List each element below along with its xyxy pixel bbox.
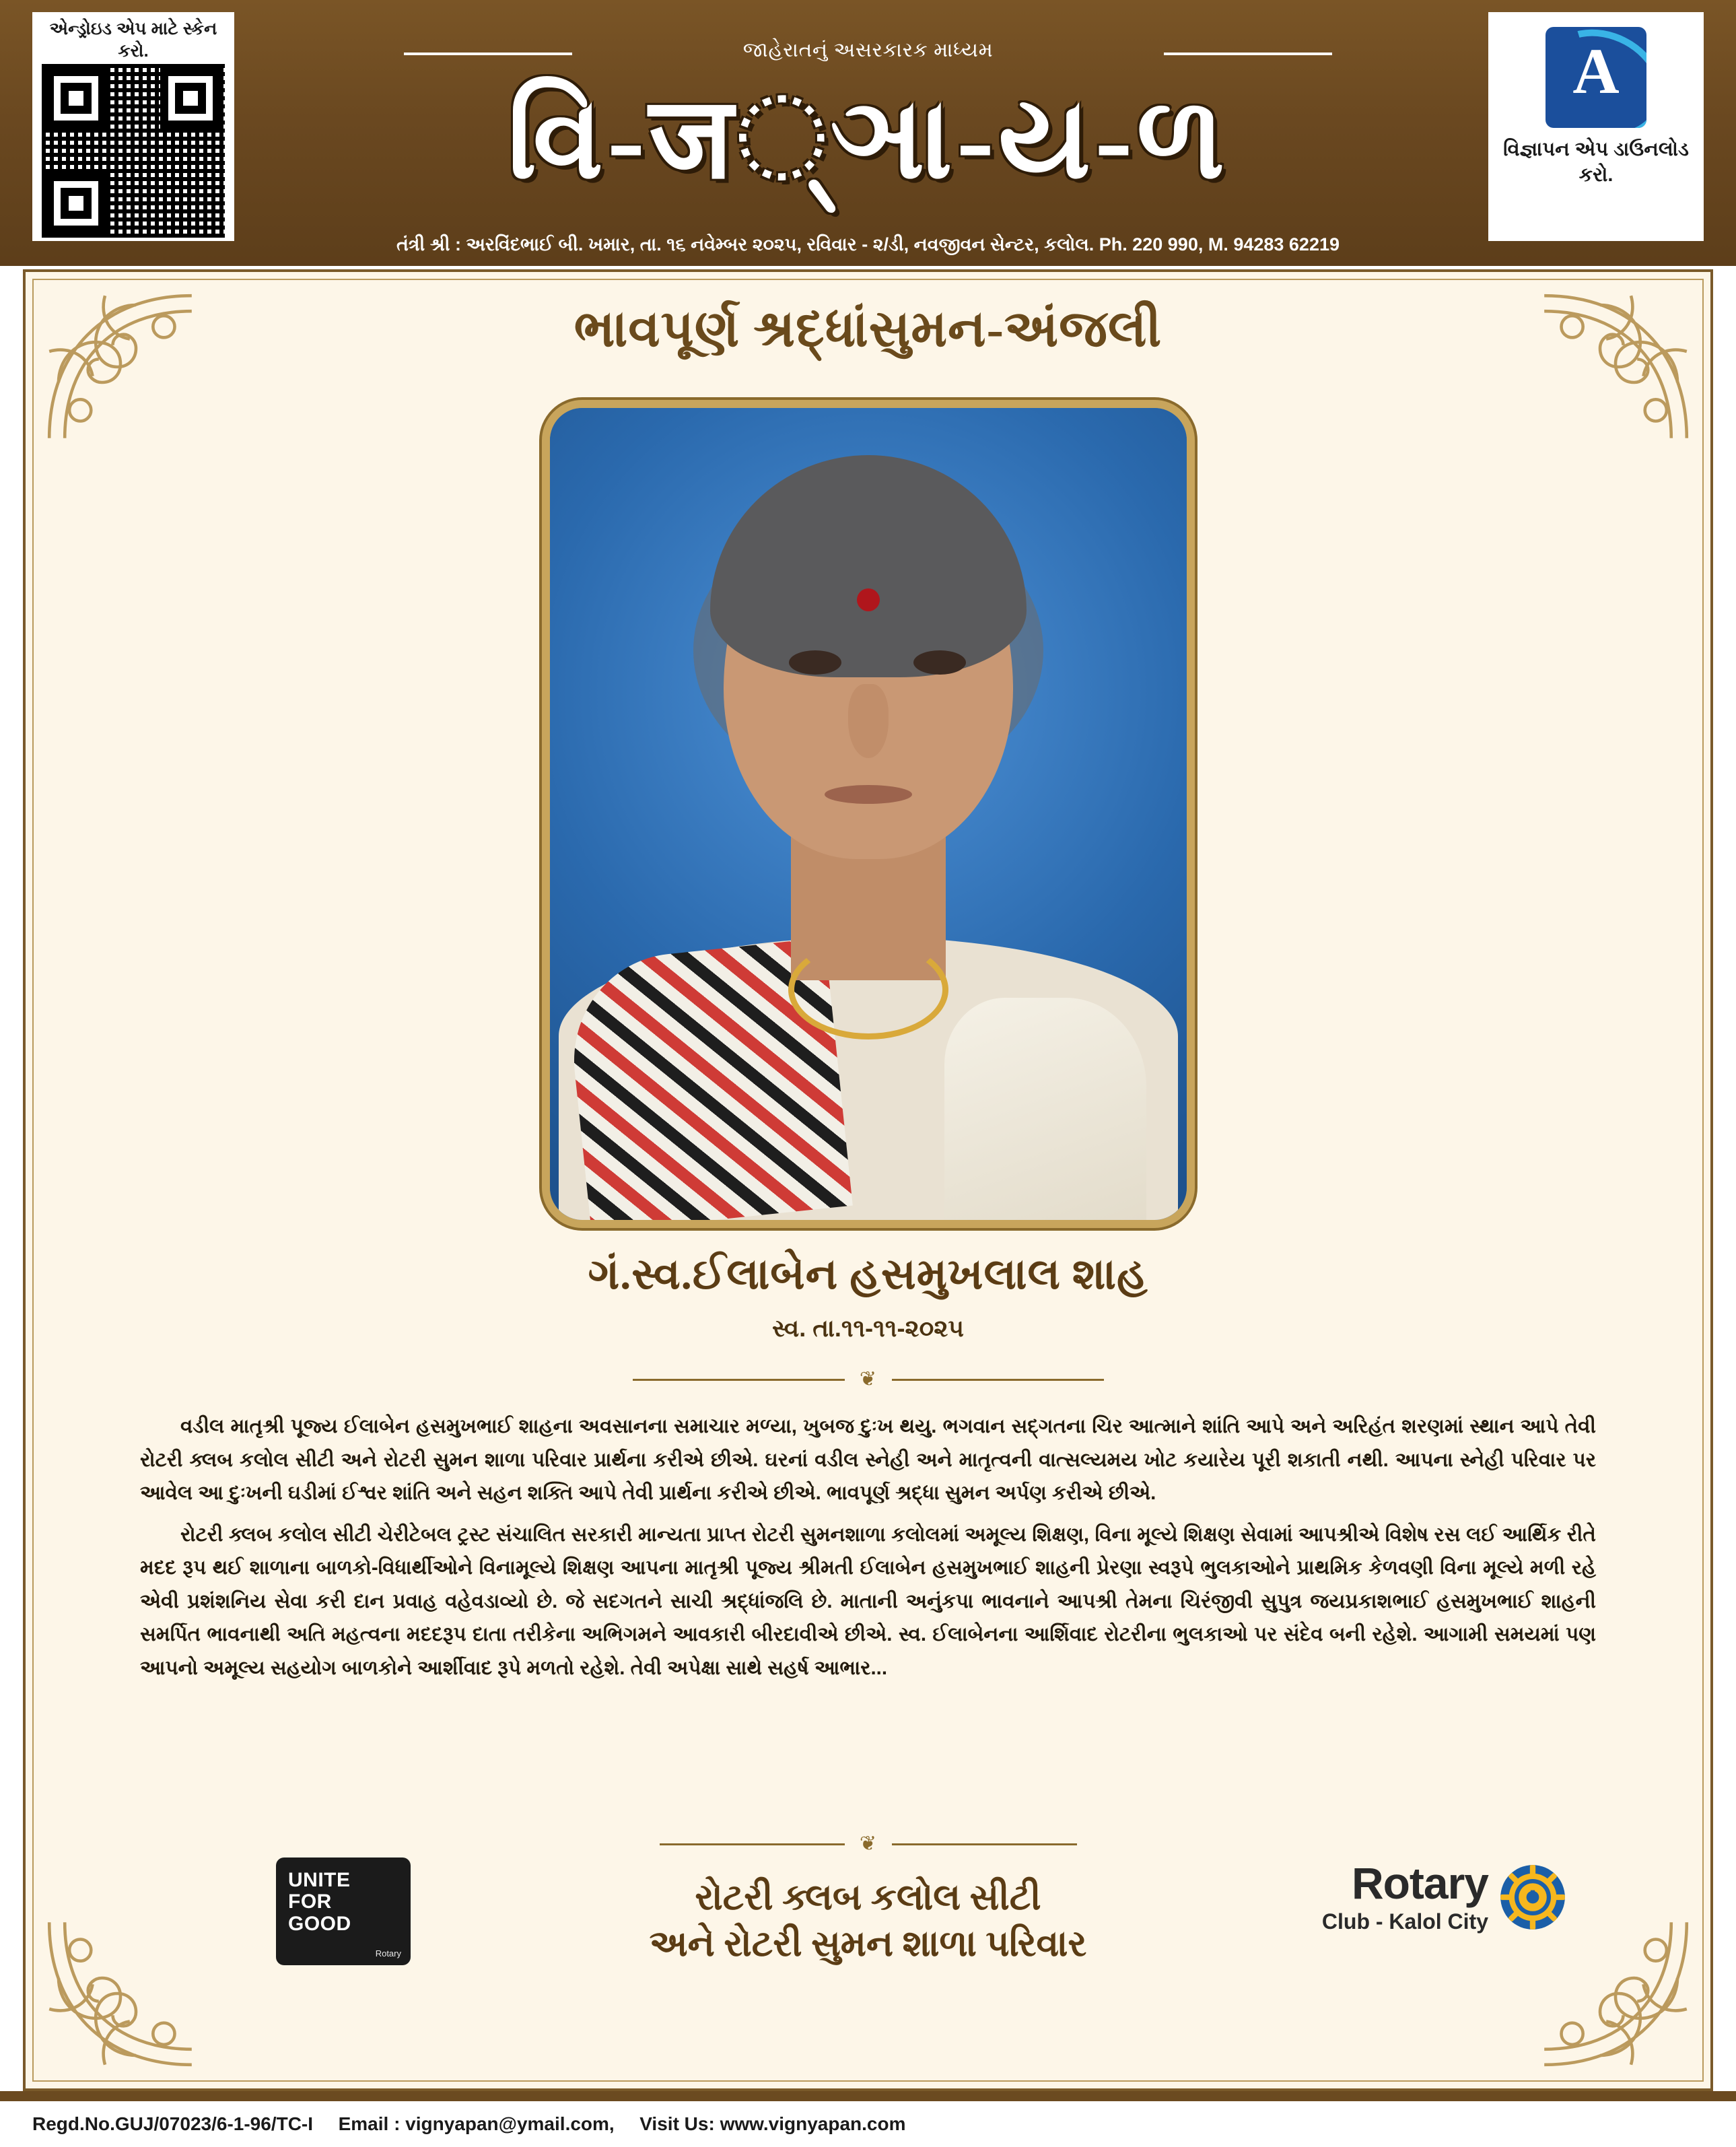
- rotary-wordmark: Rotary: [1351, 1858, 1488, 1908]
- portrait-nose: [848, 684, 889, 758]
- notice-paragraph: વડીલ માતૃશ્રી પૂજ્ય ઈલાબેન હસમુખભાઈ શાહના અવસાનના સમાચાર મળ્યા, ખુબજ દુઃખ થયુ. ભગવાન સદ્‌ગતના ચિર આત્માને શાંતિ આપે અને અરિહંત શરણમાં સ્થાન આપે તેવી રોટરી ક્લબ કલોલ સીટી અને રોટરી સુમન શાળા પરિવાર પ્રાર્થના કરીએ છીએ. ઘરનાં વડીલ સ્નેહી અને માતૃત્વની વાત્સલ્યમય ખોટ કયારેય પૂરી શકાતી નથી. આપના સ્નેહી પરિવાર પર આવેલ આ દુઃખની ઘડીમાં ઈશ્વર શાંતિ અને સહન શક્તિ આપે તેવી પ્રાર્થના કરીએ છીએ. ભાવપૂર્ણ શ્રદ્ધા સુમન અર્પણ કરીએ છીએ.: [140, 1415, 1596, 1505]
- divider-ornament-icon: ❦: [859, 1368, 877, 1390]
- app-logo-letter: A: [1572, 35, 1620, 107]
- footer-regd: Regd.No.GUJ/07023/6-1-96/TC-I: [32, 2113, 314, 2134]
- divider-line-left: [633, 1379, 845, 1381]
- divider-ornament-icon: ❦: [859, 1833, 877, 1855]
- deceased-name: ગં.સ્વ.ઈલાબેન હસમુખલાલ શાહ: [588, 1250, 1148, 1298]
- masthead-tagline: જાહેરાતનું અસરકારક માધ્યમ: [742, 39, 994, 61]
- deceased-date: સ્વ. તા.૧૧-૧૧-૨૦૨૫: [771, 1314, 965, 1342]
- portrait-eye-left: [789, 650, 841, 675]
- unite-line-3: GOOD: [288, 1912, 351, 1935]
- footer-website[interactable]: Visit Us: www.vignyapan.com: [639, 2113, 906, 2134]
- obituary-panel: [23, 269, 1713, 2091]
- portrait-frame: [542, 400, 1195, 1228]
- masthead-subline: તંત્રી શ્રી : અરવિંદભાઈ બી. ખમાર, તા. ૧૬ નવેમ્બર ૨૦૨૫, રવિવાર - ૨/ડી, નવજીવન સેન્ટર, કલોલ. Ph. 220 990, M. 94283 62219: [396, 234, 1340, 254]
- signature-line-1: રોટરી ક્લબ કલોલ સીટી: [695, 1877, 1041, 1917]
- footer-text: [32, 2113, 905, 2135]
- app-logo-icon: [1546, 27, 1646, 128]
- divider-line-left: [660, 1843, 845, 1845]
- portrait-eye-right: [913, 650, 966, 675]
- portrait-hair: [710, 455, 1027, 677]
- portrait-photo: [550, 408, 1187, 1220]
- unite-line-1: UNITE: [288, 1869, 351, 1891]
- footer-email[interactable]: Email : vignyapan@ymail.com,: [338, 2113, 615, 2134]
- signature-line-2: અને રોટરી સુમન શાળા પરિવાર: [649, 1923, 1087, 1965]
- rotary-club-name: Club - Kalol City: [1321, 1909, 1488, 1934]
- divider-line-right: [892, 1379, 1104, 1381]
- notice-body: [140, 1410, 1596, 1693]
- app-caption: વિજ્ઞાપન એપ ડાઉનલોડ કરો.: [1503, 139, 1689, 186]
- footer-strip: [0, 2093, 1736, 2101]
- portrait-necklace: [788, 940, 948, 1040]
- portrait-mouth: [825, 785, 912, 804]
- page-title: વિ-ज્ઞા-ય-ળ: [507, 77, 1229, 202]
- signature-block: [26, 1874, 1710, 1967]
- notice-paragraph: રોટરી ક્લબ કલોલ સીટી ચેરીટેબલ ટ્રસ્ટ સંચાલિત સરકારી માન્યતા પ્રાપ્ત રોટરી સુમનશાળા કલોલમાં અમૂલ્ય શિક્ષણ, વિના મૂલ્યે શિક્ષણ સેવામાં આપશ્રીએ વિશેષ રસ લઈ આર્થિક રીતે મદદ રૂપ થઈ શાળાના બાળકો-વિધાર્થીઓને વિનામૂલ્યે શિક્ષણ આપના માતૃશ્રી પૂજ્ય શ્રીમતી ઈલાબેન હસમુખભાઈ શાહની પ્રેરણા સ્વરૂપે ભુલકાઓને પ્રાથમિક કેળવણી વિના મૂલ્યે મળી રહે એવી પ્રશંશનિય સેવા કરી દાન પ્રવાહ વહેવડાવ્યો છે. જે સદગતને સાચી શ્રદ્ધાંજલિ છે. માતાની અનુંકપા ભાવનાને આપશ્રી તેમના ચિરંજીવી સુપુત્ર જયપ્રકાશભાઈ હસમુખભાઈ શાહની સમર્પિત ભાવનાથી અતિ મહત્વના મદદરૂપ દાતા તરીકેના અભિગમને આવકારી બીરદાવીએ છીએ. સ્વ. ઈલાબેનના આર્શિવાદ રોટરીના ભુલકાઓ પર સંદેવ બની રહેશે. આગામી સમયમાં પણ આપનો અમૂલ્ય સહયોગ બાળકોને આર્શીવાદ રૂપે મળતો રહેશે. તેવી અપેક્ષા સાથે સહર્ષ આભાર...: [140, 1523, 1596, 1679]
- divider-line-right: [892, 1843, 1077, 1845]
- masthead: [0, 0, 1736, 266]
- unite-line-2: FOR: [288, 1890, 332, 1913]
- tagline-rule-right: [1164, 53, 1332, 55]
- portrait-saree-right: [944, 998, 1146, 1220]
- tagline-rule-left: [404, 53, 572, 55]
- app-download-box[interactable]: [1488, 12, 1704, 241]
- ornament-divider-bottom: [660, 1834, 1077, 1854]
- unite-badge-sub: Rotary: [375, 1948, 401, 1958]
- ornament-divider: [633, 1369, 1104, 1390]
- qr-caption: એન્ડ્રોઇડ એપ માટે સ્કેન કરો.: [49, 18, 217, 61]
- portrait-bindi: [857, 588, 880, 611]
- notice-headline: ભાવપૂર્ણ શ્રદ્ધાંસુમન-અંજલી: [574, 301, 1162, 357]
- footer-bar: [0, 2091, 1736, 2147]
